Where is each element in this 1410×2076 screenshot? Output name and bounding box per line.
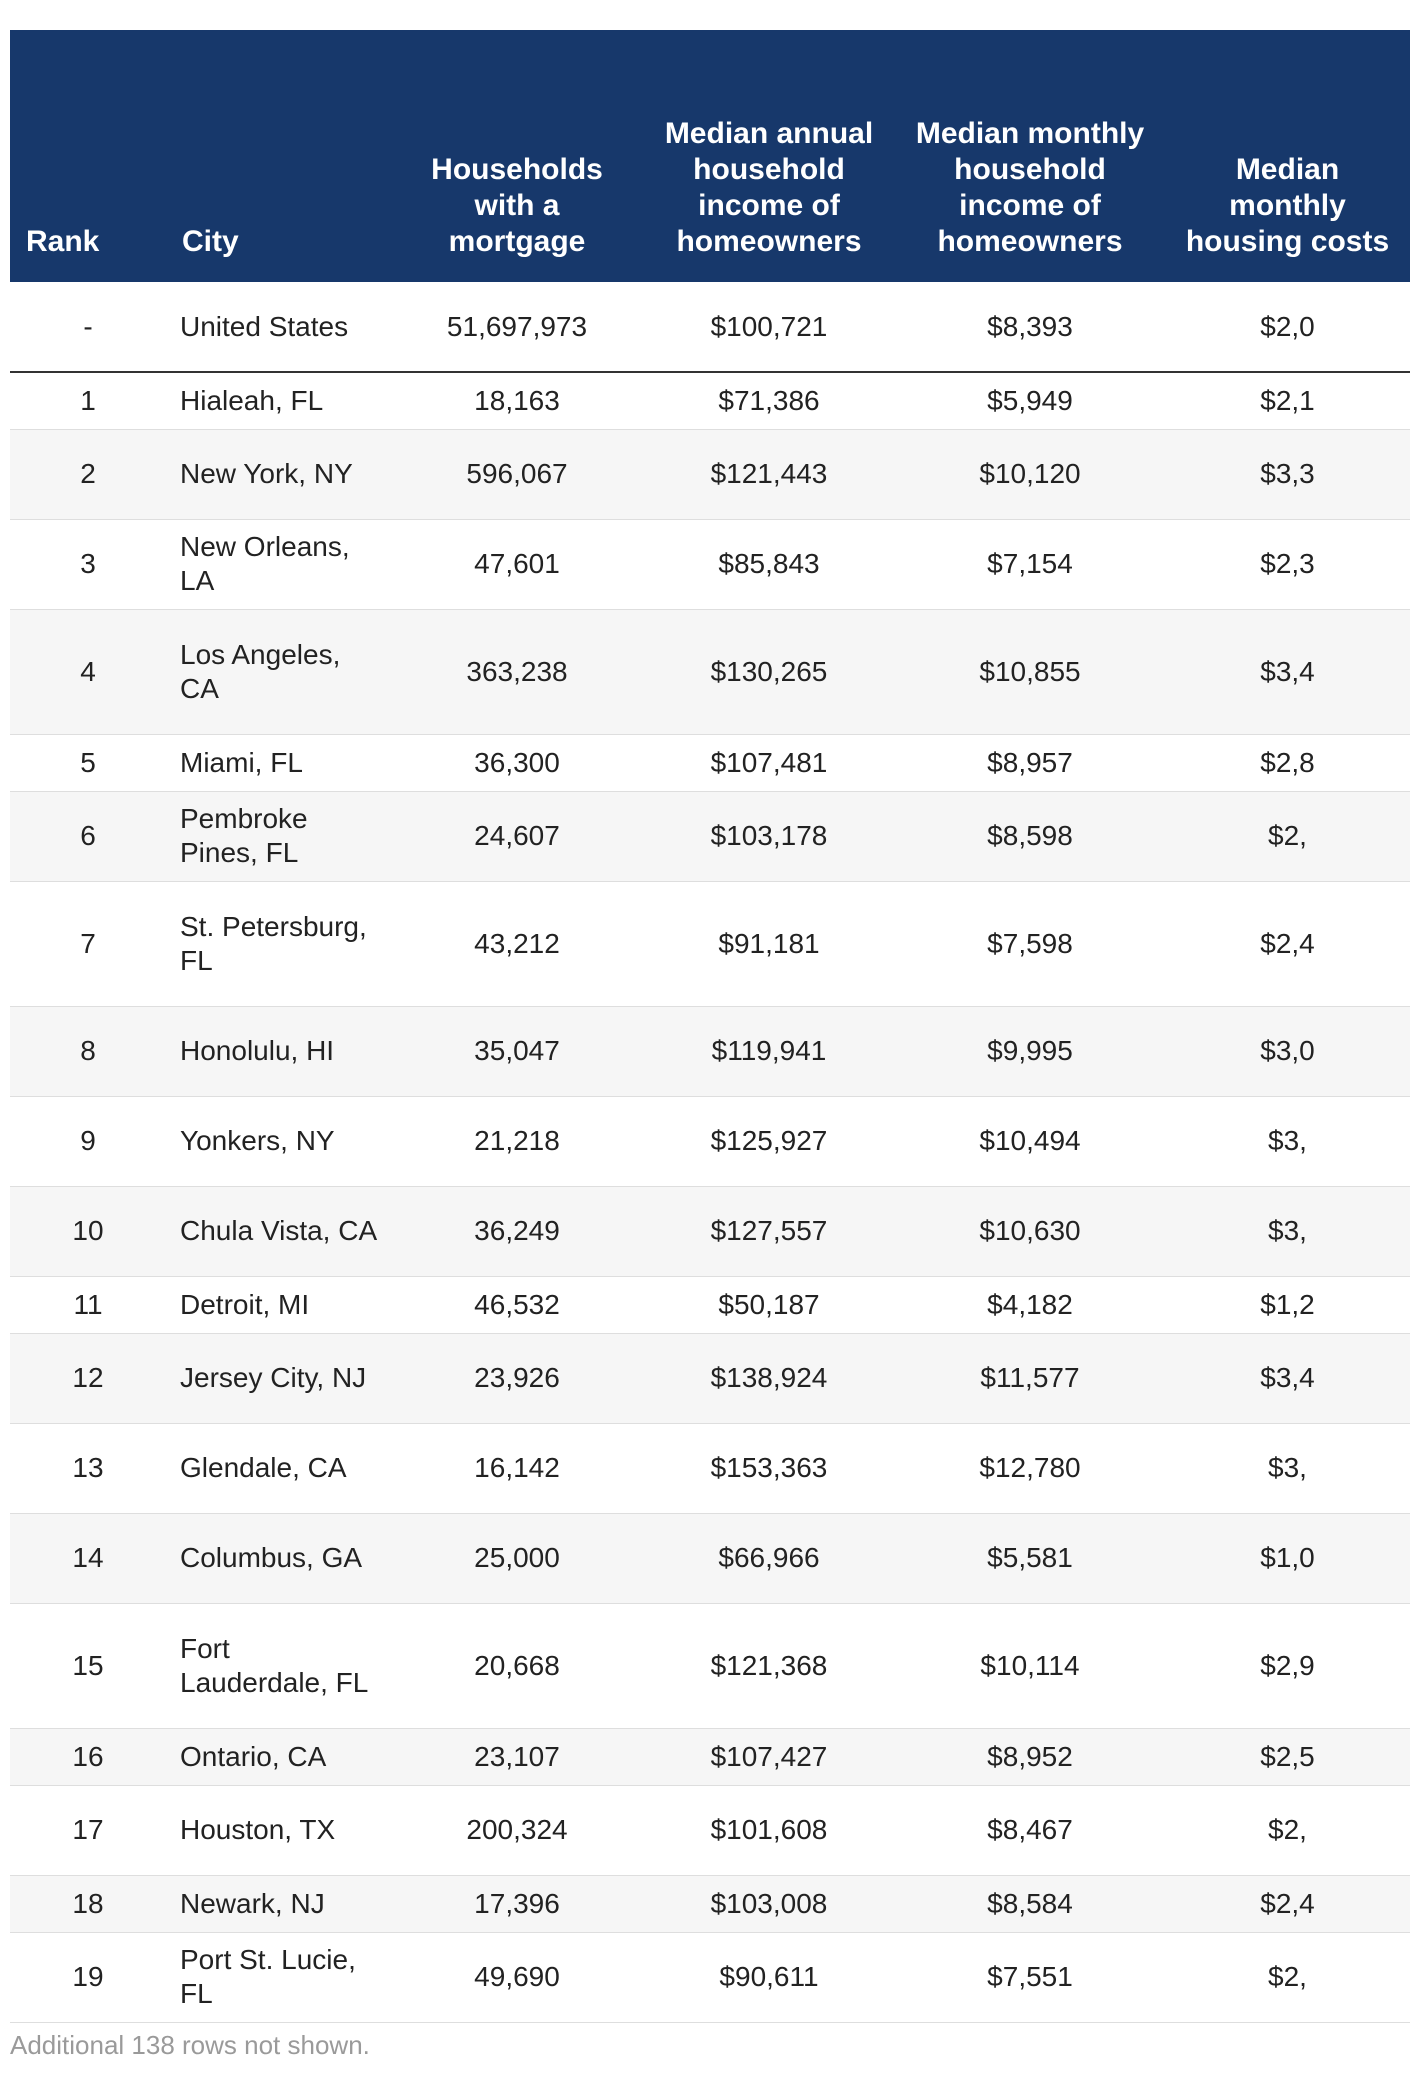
cell-households: 200,324 <box>391 1785 643 1875</box>
table-row <box>10 1875 1410 1932</box>
cell-rank: 18 <box>10 1875 166 1932</box>
cell-rank: 15 <box>10 1603 166 1728</box>
cell-annual-income: $103,008 <box>643 1875 895 1932</box>
cell-monthly-costs: $2,3 <box>1165 519 1410 609</box>
cell-monthly-income: $7,551 <box>895 1932 1165 2022</box>
column-header-monthly-housing-costs[interactable]: Median monthly housing costs <box>1165 30 1410 282</box>
cell-annual-income: $101,608 <box>643 1785 895 1875</box>
cell-households: 23,107 <box>391 1728 643 1785</box>
cell-monthly-costs: $2,9 <box>1165 1603 1410 1728</box>
cell-annual-income: $107,427 <box>643 1728 895 1785</box>
cell-monthly-income: $10,855 <box>895 609 1165 734</box>
cell-monthly-costs: $2,5 <box>1165 1728 1410 1785</box>
cell-annual-income: $127,557 <box>643 1186 895 1276</box>
table-row <box>10 1932 1410 2022</box>
cell-rank: 7 <box>10 881 166 1006</box>
column-header-city[interactable]: City <box>166 30 391 282</box>
table-row <box>10 429 1410 519</box>
cell-households: 46,532 <box>391 1276 643 1333</box>
cell-households: 17,396 <box>391 1875 643 1932</box>
cell-monthly-income: $5,949 <box>895 372 1165 429</box>
table-row <box>10 734 1410 791</box>
cell-monthly-costs: $2,1 <box>1165 372 1410 429</box>
cell-monthly-costs: $3,4 <box>1165 609 1410 734</box>
cell-rank: 12 <box>10 1333 166 1423</box>
cell-monthly-costs: $2, <box>1165 1785 1410 1875</box>
cell-monthly-income: $8,957 <box>895 734 1165 791</box>
cell-city: Port St. Lucie, FL <box>166 1932 391 2022</box>
cell-city: Fort Lauderdale, FL <box>166 1603 391 1728</box>
cell-households: 18,163 <box>391 372 643 429</box>
cell-city: Ontario, CA <box>166 1728 391 1785</box>
cell-monthly-costs: $2,4 <box>1165 881 1410 1006</box>
cell-annual-income: $138,924 <box>643 1333 895 1423</box>
table-row <box>10 881 1410 1006</box>
table-row <box>10 1423 1410 1513</box>
table-row <box>10 1186 1410 1276</box>
cell-rank: 1 <box>10 372 166 429</box>
cell-annual-income: $130,265 <box>643 609 895 734</box>
cell-households: 49,690 <box>391 1932 643 2022</box>
cell-monthly-costs: $3,0 <box>1165 1006 1410 1096</box>
cell-annual-income: $91,181 <box>643 881 895 1006</box>
table-row <box>10 1603 1410 1728</box>
cell-monthly-income: $8,467 <box>895 1785 1165 1875</box>
cell-city: Hialeah, FL <box>166 372 391 429</box>
cell-monthly-costs: $1,2 <box>1165 1276 1410 1333</box>
cell-monthly-income: $11,577 <box>895 1333 1165 1423</box>
cell-households: 51,697,973 <box>391 282 643 372</box>
column-header-annual-income[interactable]: Median annual household income of homeowners <box>643 30 895 282</box>
cell-households: 36,249 <box>391 1186 643 1276</box>
cell-monthly-costs: $3,4 <box>1165 1333 1410 1423</box>
table-row <box>10 372 1410 429</box>
cell-monthly-costs: $3, <box>1165 1186 1410 1276</box>
table-header-row <box>10 30 1410 282</box>
cell-city: Glendale, CA <box>166 1423 391 1513</box>
cell-rank: 8 <box>10 1006 166 1096</box>
cell-rank: - <box>10 282 166 372</box>
cell-rank: 16 <box>10 1728 166 1785</box>
cell-monthly-income: $8,952 <box>895 1728 1165 1785</box>
cell-rank: 4 <box>10 609 166 734</box>
cell-monthly-income: $8,584 <box>895 1875 1165 1932</box>
cell-city: New York, NY <box>166 429 391 519</box>
cell-monthly-costs: $2,8 <box>1165 734 1410 791</box>
cell-rank: 11 <box>10 1276 166 1333</box>
cell-households: 596,067 <box>391 429 643 519</box>
cell-households: 24,607 <box>391 791 643 881</box>
cell-monthly-income: $12,780 <box>895 1423 1165 1513</box>
cell-annual-income: $153,363 <box>643 1423 895 1513</box>
cell-annual-income: $119,941 <box>643 1006 895 1096</box>
cell-city: Chula Vista, CA <box>166 1186 391 1276</box>
table-row <box>10 519 1410 609</box>
cell-households: 43,212 <box>391 881 643 1006</box>
cell-annual-income: $121,368 <box>643 1603 895 1728</box>
cell-households: 363,238 <box>391 609 643 734</box>
cell-annual-income: $125,927 <box>643 1096 895 1186</box>
cell-city: Los Angeles, CA <box>166 609 391 734</box>
cell-monthly-costs: $2,4 <box>1165 1875 1410 1932</box>
cell-monthly-income: $10,120 <box>895 429 1165 519</box>
rows-not-shown-note: Additional 138 rows not shown. <box>10 2030 370 2060</box>
table-row <box>10 609 1410 734</box>
cell-rank: 5 <box>10 734 166 791</box>
data-table-container <box>10 30 1390 2023</box>
cell-monthly-costs: $3,3 <box>1165 429 1410 519</box>
cell-monthly-costs: $2, <box>1165 1932 1410 2022</box>
cell-city: Houston, TX <box>166 1785 391 1875</box>
cell-annual-income: $121,443 <box>643 429 895 519</box>
cell-rank: 14 <box>10 1513 166 1603</box>
table-row <box>10 791 1410 881</box>
cell-households: 23,926 <box>391 1333 643 1423</box>
cell-rank: 6 <box>10 791 166 881</box>
cell-city: Newark, NJ <box>166 1875 391 1932</box>
cell-households: 21,218 <box>391 1096 643 1186</box>
cell-monthly-income: $8,598 <box>895 791 1165 881</box>
cell-monthly-costs: $1,0 <box>1165 1513 1410 1603</box>
cell-city: New Orleans, LA <box>166 519 391 609</box>
cell-city: St. Petersburg, FL <box>166 881 391 1006</box>
table-row <box>10 1276 1410 1333</box>
table-row <box>10 1096 1410 1186</box>
cell-monthly-income: $7,598 <box>895 881 1165 1006</box>
cell-monthly-income: $10,114 <box>895 1603 1165 1728</box>
cell-households: 20,668 <box>391 1603 643 1728</box>
cell-annual-income: $66,966 <box>643 1513 895 1603</box>
cell-city: Yonkers, NY <box>166 1096 391 1186</box>
column-header-households-mortgage[interactable]: Households with a mortgage <box>391 30 643 282</box>
cell-rank: 2 <box>10 429 166 519</box>
cell-annual-income: $50,187 <box>643 1276 895 1333</box>
cell-monthly-costs: $2,0 <box>1165 282 1410 372</box>
cell-city: Jersey City, NJ <box>166 1333 391 1423</box>
cell-rank: 3 <box>10 519 166 609</box>
table-row <box>10 1785 1410 1875</box>
cell-households: 16,142 <box>391 1423 643 1513</box>
cell-monthly-income: $10,630 <box>895 1186 1165 1276</box>
cities-mortgage-table <box>10 30 1410 2023</box>
cell-rank: 9 <box>10 1096 166 1186</box>
cell-monthly-costs: $3, <box>1165 1423 1410 1513</box>
cell-annual-income: $85,843 <box>643 519 895 609</box>
cell-monthly-income: $9,995 <box>895 1006 1165 1096</box>
column-header-monthly-income[interactable]: Median monthly household income of homeowners <box>895 30 1165 282</box>
cell-rank: 19 <box>10 1932 166 2022</box>
cell-city: Miami, FL <box>166 734 391 791</box>
cell-annual-income: $90,611 <box>643 1932 895 2022</box>
cell-annual-income: $100,721 <box>643 282 895 372</box>
table-row <box>10 1006 1410 1096</box>
cell-monthly-costs: $2, <box>1165 791 1410 881</box>
cell-monthly-income: $5,581 <box>895 1513 1165 1603</box>
cell-city: Detroit, MI <box>166 1276 391 1333</box>
cell-monthly-income: $10,494 <box>895 1096 1165 1186</box>
cell-monthly-costs: $3, <box>1165 1096 1410 1186</box>
cell-annual-income: $71,386 <box>643 372 895 429</box>
cell-rank: 17 <box>10 1785 166 1875</box>
cell-households: 35,047 <box>391 1006 643 1096</box>
cell-households: 47,601 <box>391 519 643 609</box>
cell-city: Honolulu, HI <box>166 1006 391 1096</box>
cell-annual-income: $103,178 <box>643 791 895 881</box>
cell-monthly-income: $8,393 <box>895 282 1165 372</box>
cell-city: Pembroke Pines, FL <box>166 791 391 881</box>
cell-households: 25,000 <box>391 1513 643 1603</box>
cell-monthly-income: $4,182 <box>895 1276 1165 1333</box>
table-row <box>10 1728 1410 1785</box>
cell-city: United States <box>166 282 391 372</box>
cell-households: 36,300 <box>391 734 643 791</box>
table-row <box>10 1333 1410 1423</box>
cell-annual-income: $107,481 <box>643 734 895 791</box>
table-row-national <box>10 282 1410 372</box>
cell-rank: 10 <box>10 1186 166 1276</box>
cell-rank: 13 <box>10 1423 166 1513</box>
cell-city: Columbus, GA <box>166 1513 391 1603</box>
table-row <box>10 1513 1410 1603</box>
cell-monthly-income: $7,154 <box>895 519 1165 609</box>
column-header-rank[interactable]: Rank <box>10 30 166 282</box>
